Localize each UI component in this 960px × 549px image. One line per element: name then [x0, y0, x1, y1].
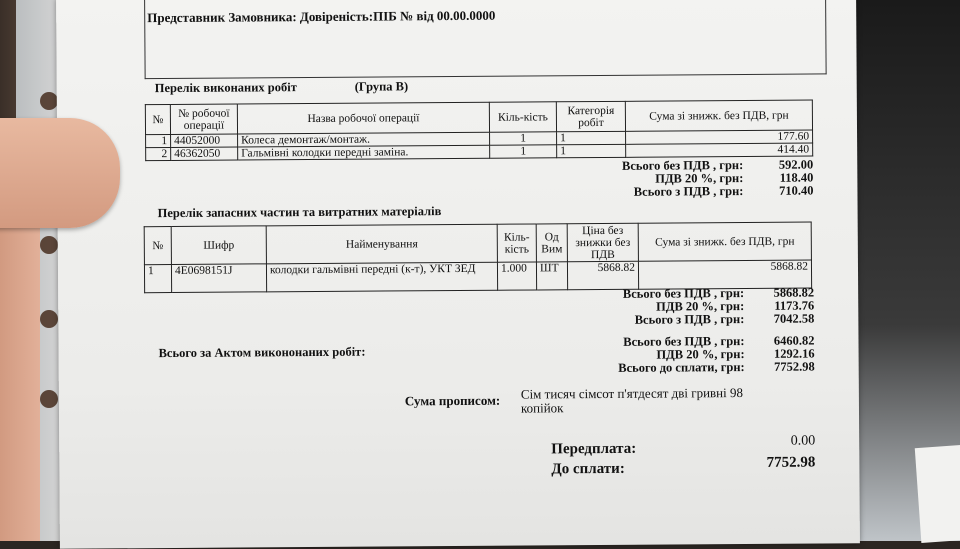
col-header: Категорія робіт: [556, 101, 625, 131]
col-header: Кіль-кість: [489, 102, 556, 132]
works-vat-label: ПДВ 20 %, грн:: [655, 171, 744, 186]
thumb: [0, 118, 120, 228]
col-header: Найменування: [266, 224, 497, 264]
parts-gross-value: 7042.58: [773, 311, 815, 326]
binder-hole: [40, 390, 58, 408]
table-cell: 1: [490, 145, 557, 158]
binder-hole: [40, 310, 58, 328]
binder-hole: [40, 236, 58, 254]
parts-total-label: Всього без ПДВ , грн:: [622, 286, 745, 301]
background-card: [915, 444, 960, 543]
amount-words-line2: копійок: [520, 400, 564, 416]
col-header: Сума зі знижк. без ПДВ, грн: [638, 222, 811, 261]
act-due-value: 7752.98: [774, 359, 815, 374]
table-cell: 1.000: [497, 262, 536, 290]
table-cell: 1: [557, 144, 626, 157]
table-cell: Гальмівні колодки передні заміна.: [238, 145, 490, 160]
table-cell: Колеса демонтаж/монтаж.: [238, 132, 490, 147]
table-cell: колодки гальмівні передні (к-т), УКТ ЗЕД: [266, 262, 497, 292]
parts-title: Перелік запасних частин та витратних матеріалів: [157, 204, 442, 221]
header-box: [144, 0, 827, 79]
amount-words-label: Сума прописом:: [404, 392, 501, 409]
act-total-label: Всього без ПДВ , грн:: [623, 334, 745, 349]
table-cell: 46362050: [171, 147, 238, 160]
invoice-sheet: [56, 0, 860, 549]
col-header: № робочої операції: [170, 104, 237, 134]
prepayment-value: 0.00: [790, 433, 816, 449]
table-cell: ШТ: [536, 262, 567, 290]
col-header: Назва робочої операції: [237, 102, 489, 134]
works-total-value: 592.00: [778, 157, 814, 172]
amount-due-label: До сплати:: [551, 460, 625, 478]
works-gross-label: Всього з ПДВ , грн:: [633, 184, 744, 199]
col-header: Шифр: [171, 226, 266, 265]
works-total-label: Всього без ПДВ , грн:: [621, 158, 744, 173]
table-cell: 1: [557, 131, 626, 144]
table-cell: 1: [144, 265, 171, 293]
prepayment-label: Передплата:: [551, 440, 637, 458]
act-label: Всього за Актом викононаних робіт:: [158, 344, 366, 361]
table-cell: 1: [490, 132, 557, 145]
amount-words-line1: Сім тисяч сімсот п'ятдесят дві гривні 98: [520, 385, 744, 402]
parts-vat-value: 1173.76: [774, 298, 815, 313]
table-cell: 4E0698151J: [171, 264, 266, 293]
parts-table: [144, 222, 812, 294]
table-cell: 177.60: [626, 130, 813, 144]
col-header: №: [144, 227, 171, 265]
works-title: Перелік виконаних робіт: [154, 80, 297, 96]
binder-hole: [40, 92, 58, 110]
table-cell: 2: [146, 148, 171, 161]
table-cell: 5868.82: [638, 260, 811, 289]
works-gross-value: 710.40: [779, 183, 814, 198]
col-header: Сума зі знижк. без ПДВ, грн: [625, 100, 812, 131]
col-header: Ціна без знижки без ПДВ: [567, 223, 638, 261]
parts-gross-label: Всього з ПДВ , грн:: [634, 312, 745, 327]
act-vat-value: 1292.16: [773, 346, 815, 361]
parts-vat-label: ПДВ 20 %, грн:: [656, 299, 745, 314]
col-header: Кіль-кість: [497, 224, 536, 262]
works-table: [145, 100, 813, 162]
act-total-value: 6460.82: [773, 333, 815, 348]
representative-line: Представник Замовника: Довіреність:ПІБ № від 00.00.0000: [147, 7, 496, 26]
act-vat-label: ПДВ 20 %, грн:: [656, 347, 745, 362]
works-group: (Група В): [354, 79, 409, 94]
works-vat-value: 118.40: [779, 170, 814, 185]
table-cell: 414.40: [626, 143, 813, 157]
act-due-label: Всього до сплати, грн:: [618, 360, 745, 375]
parts-total-value: 5868.82: [773, 285, 815, 300]
table-cell: 1: [146, 135, 171, 148]
hand: [0, 200, 40, 541]
table-cell: 44052000: [171, 134, 238, 147]
col-header: №: [145, 105, 170, 135]
table-cell: 5868.82: [567, 261, 638, 289]
amount-due-value: 7752.98: [766, 454, 816, 471]
col-header: Од Вим: [536, 224, 567, 262]
